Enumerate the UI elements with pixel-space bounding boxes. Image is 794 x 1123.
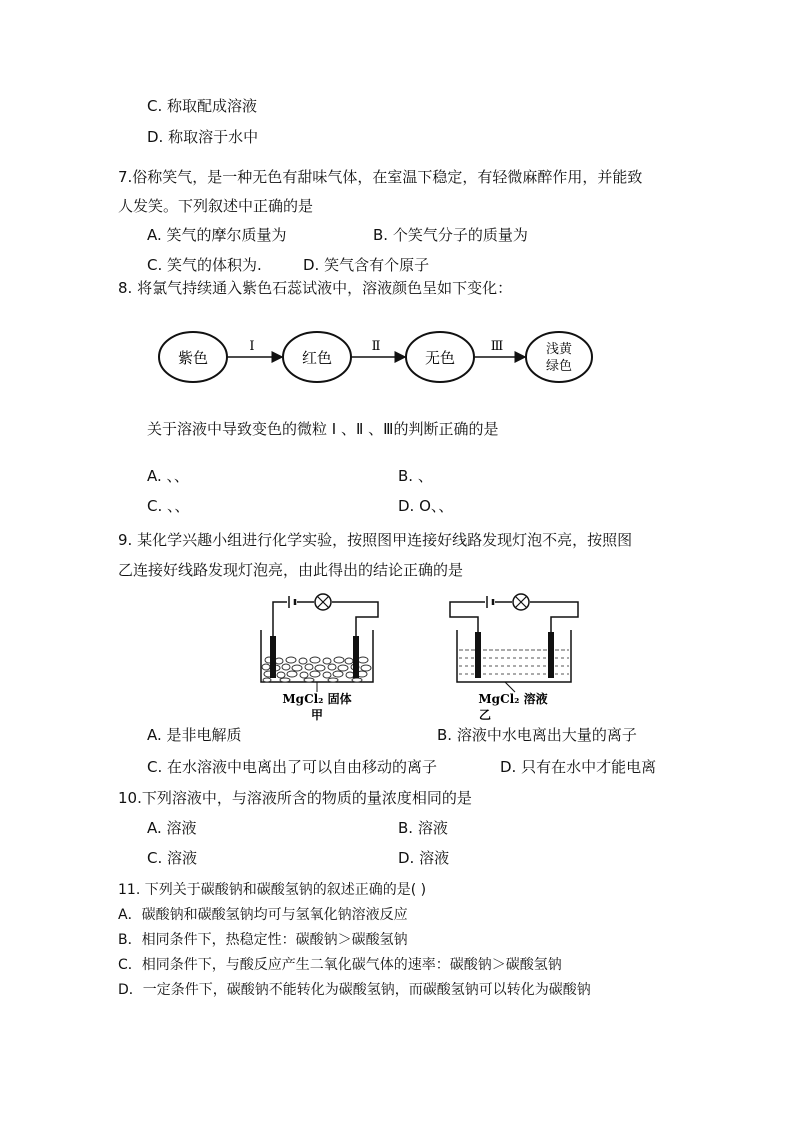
q8-option-c: C. 、、 xyxy=(147,497,190,515)
q10-option-d: D. 溶液 xyxy=(398,849,450,867)
q11-option-a: A．碳酸钠和碳酸氢钠均可与氢氧化钠溶液反应 xyxy=(118,907,408,923)
state-label-purple: 紫色 xyxy=(177,349,209,367)
q7-option-c: C. 笑气的体积为. xyxy=(147,256,262,274)
state-label-green: 绿色 xyxy=(545,359,573,374)
electrode-left xyxy=(475,632,481,678)
q7-option-b: B. 个笑气分子的质量为 xyxy=(373,226,528,244)
q10-option-c: C. 溶液 xyxy=(147,849,198,867)
arrow-2-label: Ⅱ xyxy=(371,339,381,354)
q7-option-a: A. 笑气的摩尔质量为 xyxy=(147,226,287,244)
state-label-pale-yellow: 浅黄 xyxy=(545,342,573,357)
q6-option-c: C. 称取配成溶液 xyxy=(147,97,258,115)
q9-stem-line1: 9. 某化学兴趣小组进行化学实验，按照图甲连接好线路发现灯泡不亮，按照图 xyxy=(118,531,633,549)
q8-question: 关于溶液中导致变色的微粒 I 、Ⅱ 、Ⅲ的判断正确的是 xyxy=(147,420,499,438)
state-label-red: 红色 xyxy=(301,349,333,367)
q8-stem: 8. 将氯气持续通入紫色石蕊试液中，溶液颜色呈如下变化： xyxy=(118,279,513,297)
arrow-1-label: I xyxy=(249,339,255,354)
color-change-diagram xyxy=(155,328,595,388)
q10-option-a: A. 溶液 xyxy=(147,819,197,837)
q10-stem: 10.下列溶液中，与溶液所含的物质的量浓度相同的是 xyxy=(118,789,472,807)
q9-option-c: C. 在水溶液中电离出了可以自由移动的离子 xyxy=(147,758,438,776)
q11-option-c: C．相同条件下，与酸反应产生二氧化碳气体的速率：碳酸钠＞碳酸氢钠 xyxy=(118,957,562,973)
arrow-3-label: Ⅲ xyxy=(490,339,504,354)
bulb-icon xyxy=(315,594,331,610)
bulb-icon xyxy=(513,594,529,610)
q7-stem-line2: 人发笑。下列叙述中正确的是 xyxy=(118,197,314,215)
q7-stem-line1: 7.俗称笑气，是一种无色有甜味气体，在室温下稳定，有轻微麻醉作用，并能致 xyxy=(118,168,643,186)
state-circle-pale-yellow-green xyxy=(526,332,592,382)
q9-option-a: A. 是非电解质 xyxy=(147,726,242,744)
q11-option-d: D．一定条件下，碳酸钠不能转化为碳酸氢钠，而碳酸氢钠可以转化为碳酸钠 xyxy=(118,982,591,998)
q8-option-a: A. 、、 xyxy=(147,467,190,485)
q6-option-d: D. 称取溶于水中 xyxy=(147,128,259,146)
state-circle-red xyxy=(283,332,351,382)
figure-jia-caption: MgCl₂ 固体 xyxy=(282,692,352,706)
figure-jia-solid-circuit xyxy=(245,592,385,724)
q8-option-d: D. O、、 xyxy=(398,497,454,515)
state-circle-colorless xyxy=(406,332,474,382)
state-circle-purple xyxy=(159,332,227,382)
q9-option-d: D. 只有在水中才能电离 xyxy=(500,758,657,776)
q9-option-b: B. 溶液中水电离出大量的离子 xyxy=(437,726,637,744)
state-label-colorless: 无色 xyxy=(424,349,456,367)
q11-stem: 11. 下列关于碳酸钠和碳酸氢钠的叙述正确的是( ) xyxy=(118,882,427,898)
electrode-right xyxy=(548,632,554,678)
figure-jia-label: 甲 xyxy=(310,708,324,722)
electrode-right xyxy=(353,636,359,678)
figure-yi-caption: MgCl₂ 溶液 xyxy=(478,692,548,706)
q10-option-b: B. 溶液 xyxy=(398,819,448,837)
electrode-left xyxy=(270,636,276,678)
figure-yi-label: 乙 xyxy=(478,708,492,722)
q7-option-d: D. 笑气含有个原子 xyxy=(303,256,430,274)
q9-stem-line2: 乙连接好线路发现灯泡亮，由此得出的结论正确的是 xyxy=(118,561,464,579)
q11-option-b: B．相同条件下，热稳定性：碳酸钠＞碳酸氢钠 xyxy=(118,932,408,948)
q8-option-b: B. 、 xyxy=(398,467,433,485)
figure-yi-solution-circuit xyxy=(445,592,585,724)
